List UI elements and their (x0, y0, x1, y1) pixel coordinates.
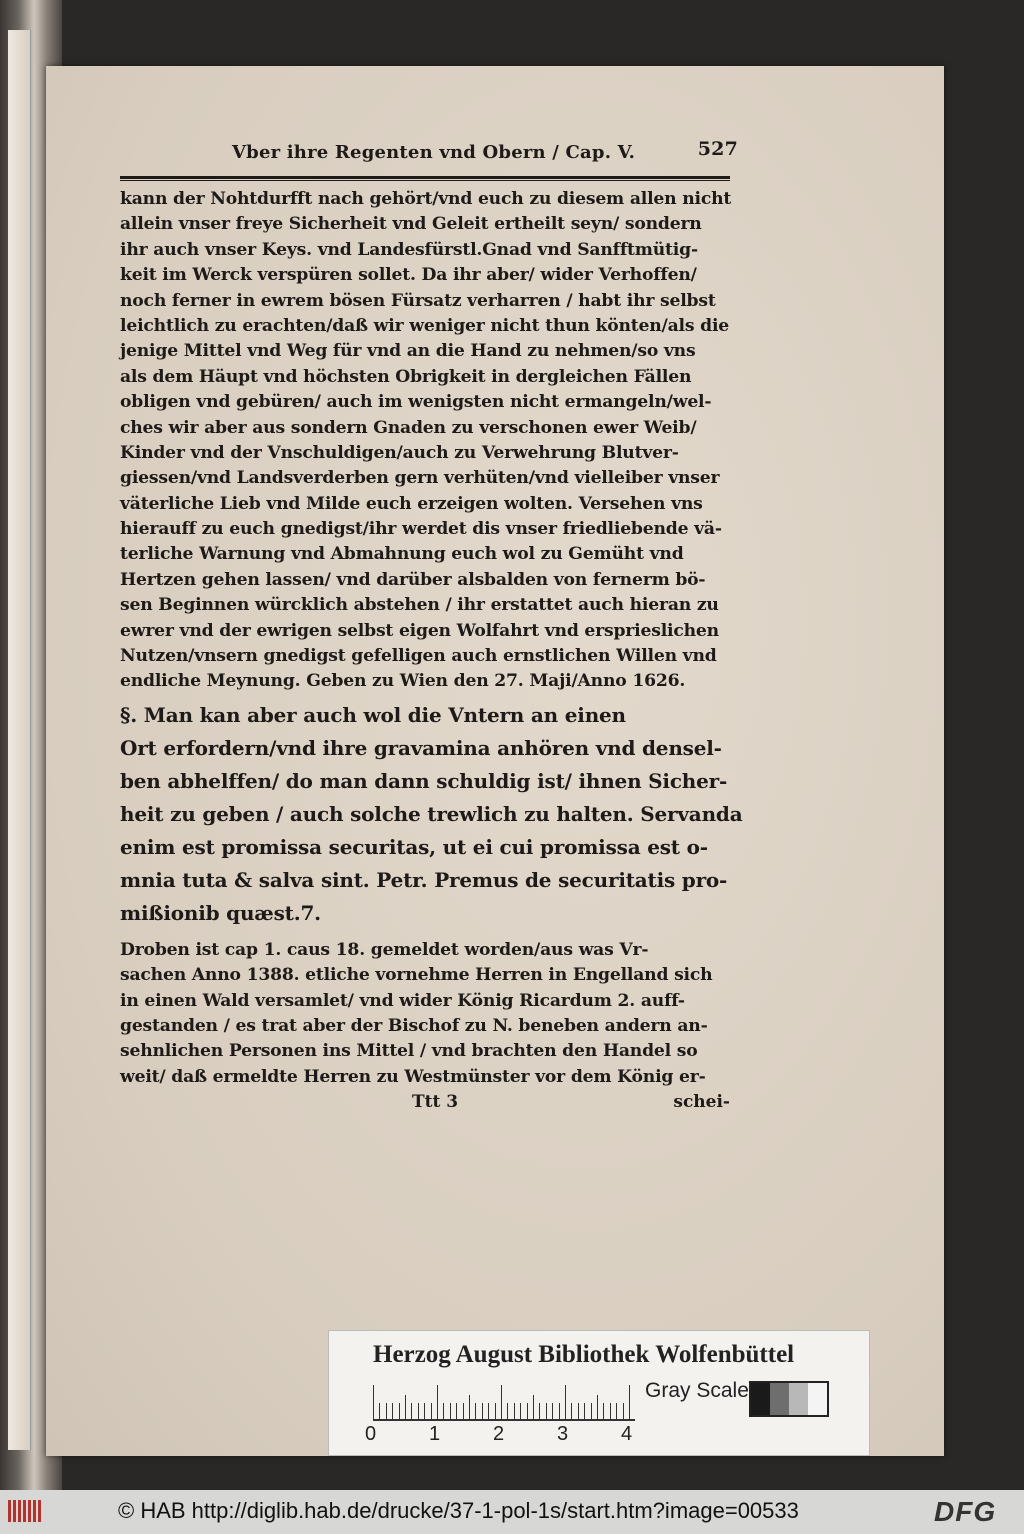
ruler-tick (405, 1395, 406, 1419)
ruler-tick (565, 1385, 566, 1419)
text-line: §. Man kan aber auch wol die Vntern an einen (120, 702, 626, 727)
text-line: als dem Häupt vnd höchsten Obrigkeit in dergleichen Fällen (120, 366, 692, 387)
gray-patch (751, 1383, 770, 1415)
catchword: schei- (673, 1092, 730, 1113)
ruler-tick (437, 1385, 438, 1419)
ruler-tick (411, 1403, 412, 1419)
text-line: Kinder vnd der Vnschuldigen/auch zu Verwehrung Blutver- (120, 442, 679, 463)
ruler-number: 2 (493, 1423, 505, 1445)
ruler-tick (463, 1403, 464, 1419)
paragraph-1 (120, 187, 730, 695)
text-line: leichtlich zu erachten/daß wir weniger nicht thun könten/als die (120, 315, 730, 336)
text-line: obligen vnd gebüren/ auch im wenigsten nicht ermangeln/wel- (120, 392, 712, 413)
footer-bar (0, 1490, 1024, 1534)
ruler-number: 0 (365, 1423, 377, 1445)
scanned-page (46, 66, 944, 1456)
text-line: terliche Warnung vnd Abmahnung euch wol zu Gemüht vnd (120, 544, 684, 565)
page-number: 527 (697, 138, 738, 160)
ruler-tick (591, 1403, 592, 1419)
ruler-tick (450, 1403, 451, 1419)
library-name: Herzog August Bibliothek Wolfenbüttel (373, 1341, 795, 1368)
text-line: Nutzen/vnsern gnedigst gefelligen auch ernstlichen Willen vnd (120, 646, 717, 667)
ruler-tick (584, 1403, 585, 1419)
ruler-tick (507, 1403, 508, 1419)
text-line: mnia tuta & salva sint. Petr. Premus de securitatis pro- (120, 867, 728, 892)
hab-logo-icon (8, 1500, 48, 1524)
text-line: ches wir aber aus sondern Gnaden zu verschonen ewer Weib/ (120, 417, 697, 438)
text-line: ewrer vnd der ewrigen selbst eigen Wolfahrt vnd ersprieslichen (120, 620, 719, 641)
dfg-logo: DFG (934, 1496, 997, 1527)
gray-patch (789, 1383, 808, 1415)
page-content (120, 136, 743, 1120)
copyright-url[interactable]: © HAB http://diglib.hab.de/drucke/37-1-pol-1s/start.htm?image=00533 (118, 1498, 799, 1523)
text-line: giessen/vnd Landsverderben gern verhüten/vnd vielleiber vnser (120, 468, 720, 489)
ruler-tick (514, 1403, 515, 1419)
signature-mark: Ttt 3 (412, 1092, 459, 1113)
ruler-tick (475, 1403, 476, 1419)
text-line: jenige Mittel vnd Weg für vnd an die Hand zu nehmen/so vns (120, 341, 696, 362)
ruler-number: 1 (429, 1423, 441, 1445)
ruler-tick (610, 1403, 611, 1419)
ruler-tick (392, 1403, 393, 1419)
text-line: ihr auch vnser Keys. vnd Landesfürstl.Gnad vnd Sanfftmütig- (120, 239, 698, 260)
paragraph-3 (120, 938, 730, 1090)
ruler-tick (539, 1403, 540, 1419)
ruler-tick (623, 1403, 624, 1419)
text-line: hierauff zu euch gnedigst/ihr werdet dis vnser friedliebende vä- (120, 519, 722, 540)
text-line: sehnlichen Personen ins Mittel / vnd brachten den Handel so (120, 1041, 698, 1062)
text-line: gestanden / es trat aber der Bischof zu N. beneben andern an- (120, 1015, 708, 1036)
ruler-tick (443, 1403, 444, 1419)
text-line: heit zu geben / auch solche trewlich zu halten. Servanda (120, 801, 743, 826)
ruler-tick (597, 1395, 598, 1419)
gray-patch (808, 1383, 827, 1415)
ruler-tick (482, 1403, 483, 1419)
ruler-tick (571, 1403, 572, 1419)
ruler-tick (418, 1403, 419, 1419)
page-footer (120, 1090, 730, 1120)
ruler-tick (603, 1403, 604, 1419)
scale-ruler (373, 1383, 635, 1423)
ruler-tick (488, 1403, 489, 1419)
text-line: kann der Nohtdurfft nach gehört/vnd euch zu diesem allen nicht (120, 189, 732, 209)
ruler-tick (373, 1385, 374, 1419)
ruler-tick (386, 1403, 387, 1419)
ruler-tick (552, 1403, 553, 1419)
gray-scale-swatch (749, 1381, 829, 1417)
running-head: Vber ihre Regenten vnd Obern / Cap. V. (232, 142, 636, 163)
ruler-tick (456, 1403, 457, 1419)
ruler-tick (399, 1403, 400, 1419)
header-rule (120, 176, 730, 181)
ruler-tick (629, 1385, 630, 1419)
text-line: mißionib quæst.7. (120, 900, 321, 925)
ruler-tick (379, 1403, 380, 1419)
ruler-tick (578, 1403, 579, 1419)
text-line: keit im Werck verspüren sollet. Da ihr aber/ wider Verhoffen/ (120, 265, 697, 286)
gray-patch (770, 1383, 789, 1415)
text-line: allein vnser freye Sicherheit vnd Geleit ertheilt seyn/ sondern (120, 214, 702, 235)
text-line: endliche Meynung. Geben zu Wien den 27. Maji/Anno 1626. (120, 671, 686, 692)
paragraph-2 (120, 699, 743, 930)
text-line: Ort erfordern/vnd ihre gravamina anhören vnd densel- (120, 735, 722, 760)
text-line: ben abhelffen/ do man dann schuldig ist/ ihnen Sicher- (120, 768, 728, 793)
ruler-tick (527, 1403, 528, 1419)
ruler-tick (501, 1385, 502, 1419)
ruler-tick (533, 1395, 534, 1419)
text-line: weit/ daß ermeldte Herren zu Westmünster vor dem König er- (120, 1066, 706, 1087)
ruler-number: 3 (557, 1423, 569, 1445)
text-line: enim est promissa securitas, ut ei cui promissa est o- (120, 834, 708, 859)
text-line: noch ferner in ewrem bösen Fürsatz verharren / habt ihr selbst (120, 290, 716, 311)
ruler-tick (559, 1403, 560, 1419)
ruler-tick (431, 1403, 432, 1419)
gray-scale-label: Gray Scale (645, 1379, 749, 1402)
ruler-tick (546, 1403, 547, 1419)
text-line: sachen Anno 1388. etliche vornehme Herren in Engelland sich (120, 965, 713, 986)
text-line: väterliche Lieb vnd Milde euch erzeigen wolten. Versehen vns (120, 493, 703, 514)
ruler-tick (469, 1395, 470, 1419)
text-line: Hertzen gehen lassen/ vnd darüber alsbalden von fernerm bö- (120, 569, 706, 590)
text-line: in einen Wald versamlet/ vnd wider König Ricardum 2. auff- (120, 990, 685, 1011)
ruler-tick (424, 1403, 425, 1419)
ruler-tick (495, 1403, 496, 1419)
ruler-baseline (373, 1419, 635, 1421)
page-header (120, 136, 738, 166)
text-line: Droben ist cap 1. caus 18. gemeldet worden/aus was Vr- (120, 939, 649, 960)
text-line: sen Beginnen würcklich abstehen / ihr erstattet auch hieran zu (120, 595, 719, 616)
ruler-tick (616, 1403, 617, 1419)
ruler-number: 4 (621, 1423, 633, 1445)
library-color-card (328, 1330, 870, 1456)
ruler-tick (520, 1403, 521, 1419)
page-edge (8, 30, 31, 1450)
